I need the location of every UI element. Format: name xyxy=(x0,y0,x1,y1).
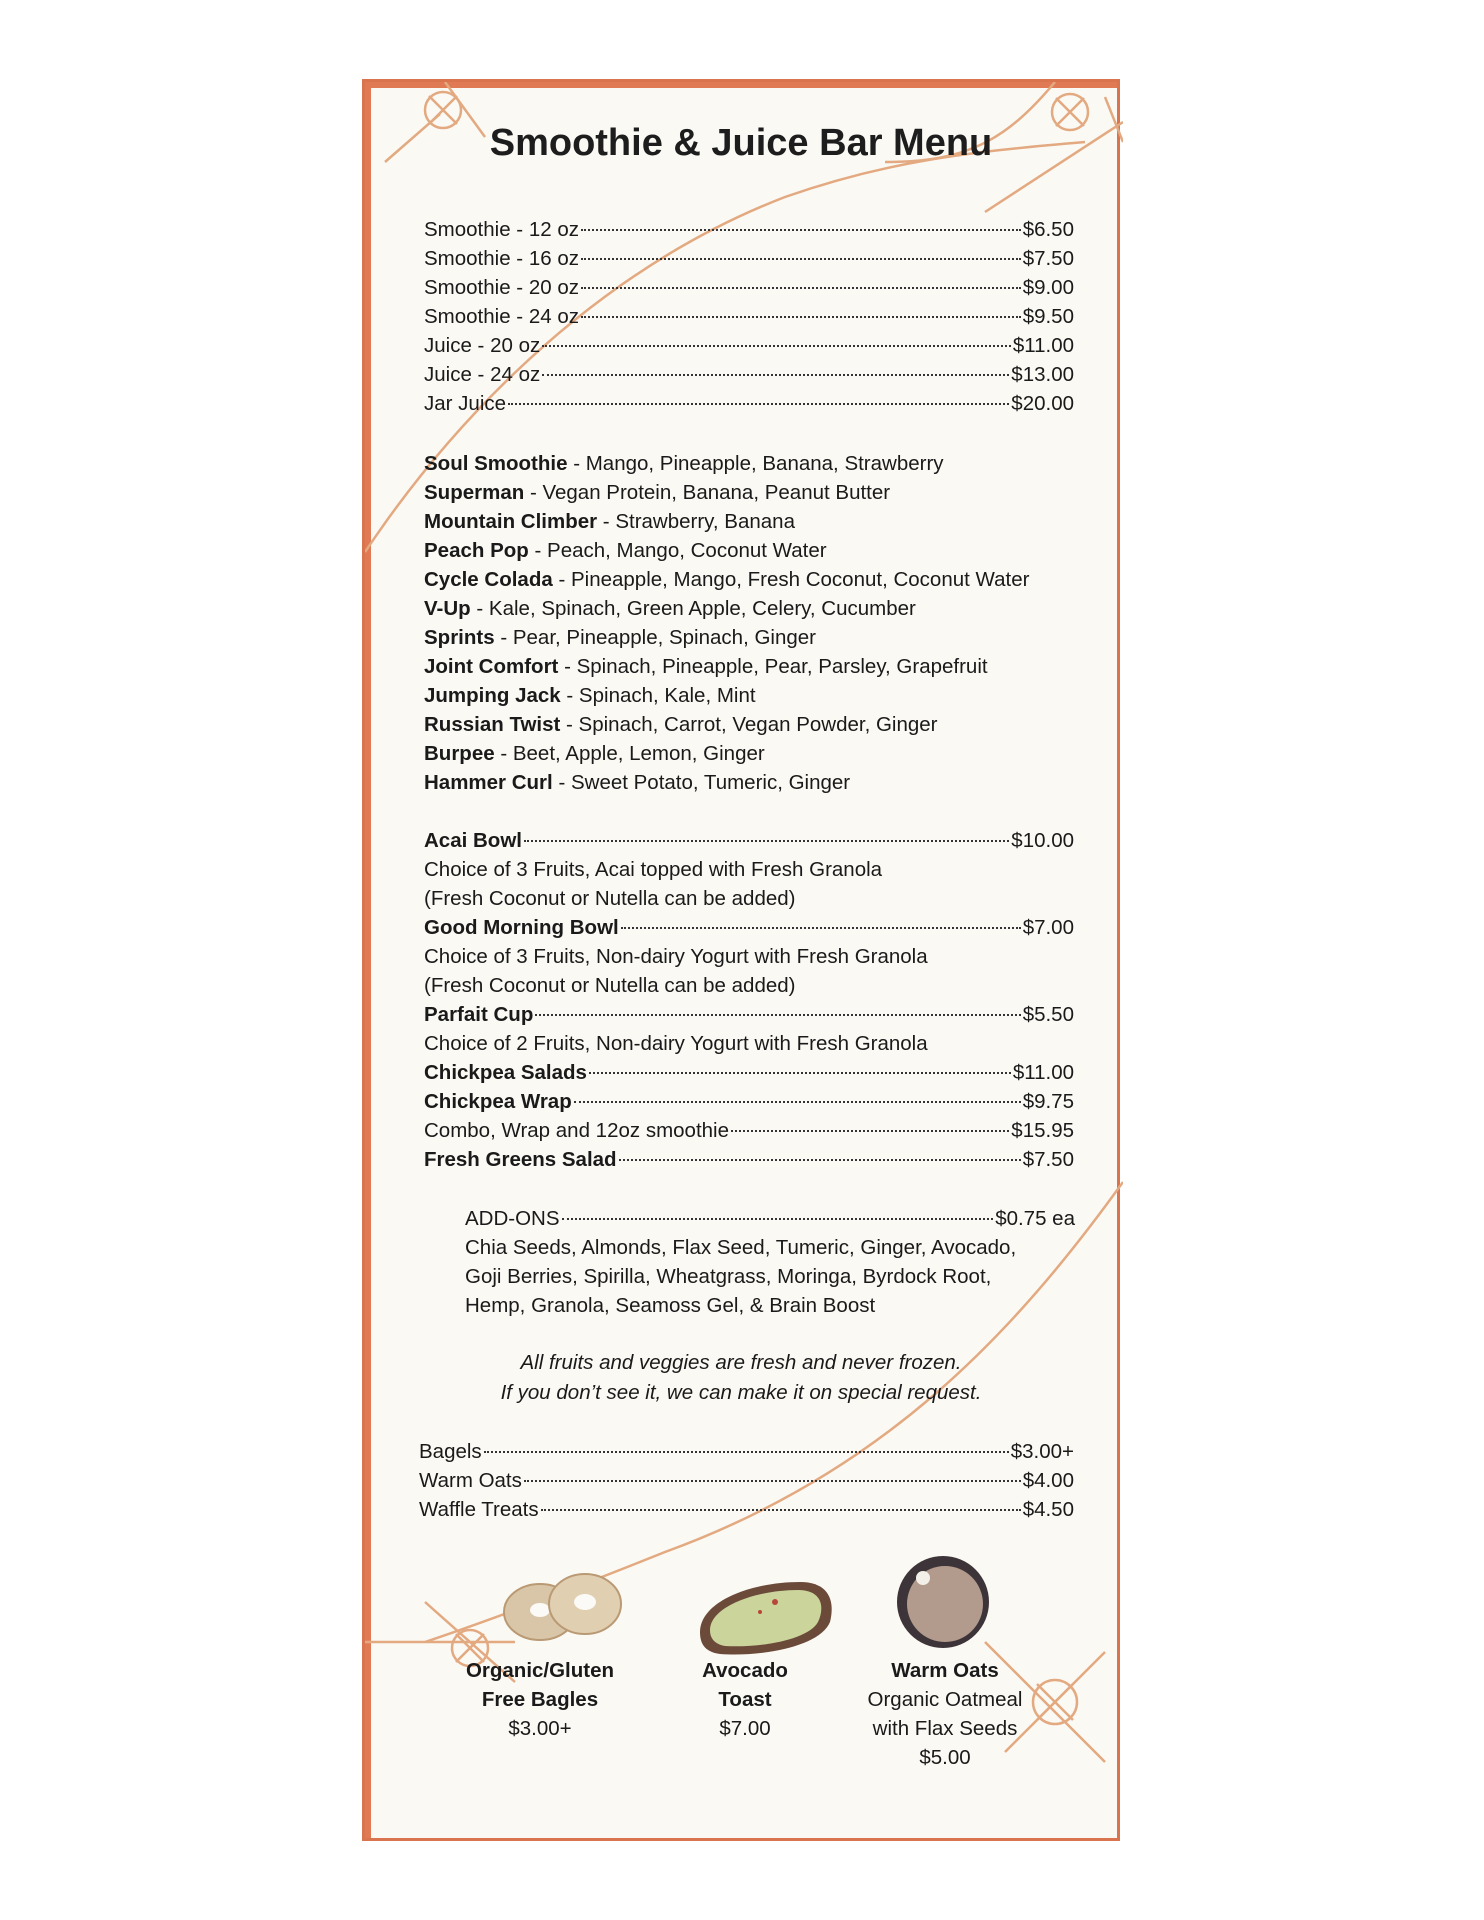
item-label: Juice - 24 oz xyxy=(424,363,541,386)
oats-desc-line1: Organic Oatmeal xyxy=(867,1688,1023,1711)
recipe-line xyxy=(424,565,1029,594)
item-label: Smoothie - 16 oz xyxy=(424,247,579,270)
item-label: Warm Oats xyxy=(419,1469,522,1492)
bagels-name-line1: Organic/Gluten xyxy=(465,1659,615,1682)
recipe-line xyxy=(424,681,756,710)
toast-name-line1: Avocado xyxy=(702,1659,788,1682)
menu-item-row xyxy=(424,331,1074,360)
item-description: Choice of 3 Fruits, Acai topped with Fresh Granola xyxy=(424,858,883,881)
item-label: Smoothie - 20 oz xyxy=(424,276,579,299)
dot-leader xyxy=(542,374,1009,376)
recipe-name: Soul Smoothie xyxy=(424,452,568,475)
dot-leader xyxy=(581,229,1021,231)
recipe-desc: - Vegan Protein, Banana, Peanut Butter xyxy=(524,481,891,504)
menu-item-row xyxy=(424,302,1074,331)
recipe-line xyxy=(424,478,890,507)
item-price: $9.75 xyxy=(1022,1090,1074,1113)
addons-list: Hemp, Granola, Seamoss Gel, & Brain Boost xyxy=(465,1294,876,1317)
recipe-line xyxy=(424,652,988,681)
recipe-name: Russian Twist xyxy=(424,713,561,736)
recipe-desc: - Strawberry, Banana xyxy=(597,510,795,533)
menu-item-row xyxy=(419,1437,1074,1466)
item-description: (Fresh Coconut or Nutella can be added) xyxy=(424,974,796,997)
recipe-line xyxy=(424,710,938,739)
item-description: Choice of 3 Fruits, Non-dairy Yogurt with Fresh Granola xyxy=(424,945,928,968)
item-price: $3.00+ xyxy=(1010,1440,1074,1463)
addons-label: ADD-ONS xyxy=(465,1207,560,1230)
dot-leader xyxy=(562,1218,994,1220)
addons-list: Chia Seeds, Almonds, Flax Seed, Tumeric, Ginger, Avocado, xyxy=(465,1236,1017,1259)
menu-item-row xyxy=(424,215,1074,244)
dot-leader xyxy=(574,1101,1021,1103)
recipe-line xyxy=(424,594,916,623)
recipe-name: Hammer Curl xyxy=(424,771,553,794)
dot-leader xyxy=(619,1159,1021,1161)
menu-item-row xyxy=(424,273,1074,302)
menu-item-row xyxy=(424,1000,1074,1029)
menu-item-row xyxy=(424,913,1074,942)
item-label: Fresh Greens Salad xyxy=(424,1148,617,1171)
bagels-name-line2: Free Bagles xyxy=(481,1688,599,1711)
oats-desc-line2: with Flax Seeds xyxy=(872,1717,1018,1740)
dot-leader xyxy=(581,287,1021,289)
bagels-price: $3.00+ xyxy=(508,1717,572,1740)
addons-row xyxy=(465,1204,1075,1233)
fresh-note: All fruits and veggies are fresh and never frozen. xyxy=(520,1351,962,1374)
item-price: $10.00 xyxy=(1011,829,1074,852)
menu-item-row xyxy=(419,1495,1074,1524)
featured-warm-oats xyxy=(845,1656,1045,1772)
oats-price: $5.00 xyxy=(919,1746,971,1769)
item-label: Combo, Wrap and 12oz smoothie xyxy=(424,1119,730,1142)
item-price: $9.50 xyxy=(1022,305,1074,328)
menu-item-row xyxy=(424,389,1074,418)
recipe-desc: - Spinach, Kale, Mint xyxy=(560,684,756,707)
recipe-name: Mountain Climber xyxy=(424,510,598,533)
recipe-name: Sprints xyxy=(424,626,495,649)
addons-price: $0.75 ea xyxy=(995,1207,1075,1230)
recipe-name: Superman xyxy=(424,481,525,504)
menu-item-row xyxy=(419,1466,1074,1495)
recipe-desc: - Pineapple, Mango, Fresh Coconut, Coconut Water xyxy=(552,568,1030,591)
menu-item-row xyxy=(424,1058,1074,1087)
item-price: $6.50 xyxy=(1022,218,1074,241)
dot-leader xyxy=(589,1072,1011,1074)
avocado-toast-image xyxy=(690,1572,840,1662)
item-label: Smoothie - 24 oz xyxy=(424,305,579,328)
item-label: Chickpea Wrap xyxy=(424,1090,572,1113)
item-price: $9.00 xyxy=(1022,276,1074,299)
recipe-name: Cycle Colada xyxy=(424,568,553,591)
item-price: $7.00 xyxy=(1022,916,1074,939)
recipe-name: Burpee xyxy=(424,742,495,765)
featured-avocado-toast xyxy=(675,1656,815,1743)
toast-name-line2: Toast xyxy=(718,1688,772,1711)
dot-leader xyxy=(581,258,1021,260)
item-label: Juice - 20 oz xyxy=(424,334,541,357)
item-price: $11.00 xyxy=(1012,334,1074,357)
dot-leader xyxy=(535,1014,1020,1016)
dot-leader xyxy=(621,927,1021,929)
menu-item-row xyxy=(424,244,1074,273)
menu-item-row xyxy=(424,1145,1074,1174)
recipe-desc: - Mango, Pineapple, Banana, Strawberry xyxy=(567,452,944,475)
item-label: Chickpea Salads xyxy=(424,1061,587,1084)
item-description: Choice of 2 Fruits, Non-dairy Yogurt with Fresh Granola xyxy=(424,1032,928,1055)
warm-oats-image xyxy=(893,1552,993,1652)
item-price: $7.50 xyxy=(1022,1148,1074,1171)
dot-leader xyxy=(524,1480,1021,1482)
featured-bagels xyxy=(435,1656,645,1743)
item-label: Acai Bowl xyxy=(424,829,522,852)
menu-card xyxy=(362,79,1120,1841)
dot-leader xyxy=(524,840,1009,842)
special-request-note: If you don’t see it, we can make it on special request. xyxy=(500,1381,982,1404)
addons-list: Goji Berries, Spirilla, Wheatgrass, Moringa, Byrdock Root, xyxy=(465,1265,992,1288)
dot-leader xyxy=(541,1509,1021,1511)
menu-item-row xyxy=(424,1087,1074,1116)
recipe-desc: - Kale, Spinach, Green Apple, Celery, Cucumber xyxy=(470,597,916,620)
item-price: $15.95 xyxy=(1011,1119,1074,1142)
item-label: Bagels xyxy=(419,1440,482,1463)
menu-title: Smoothie & Juice Bar Menu xyxy=(489,122,993,164)
oats-name: Warm Oats xyxy=(891,1659,999,1682)
recipe-line xyxy=(424,623,816,652)
item-label: Good Morning Bowl xyxy=(424,916,619,939)
recipe-line xyxy=(424,536,827,565)
recipe-desc: - Sweet Potato, Tumeric, Ginger xyxy=(552,771,851,794)
dot-leader xyxy=(731,1130,1009,1132)
recipe-line xyxy=(424,449,944,478)
item-label: Waffle Treats xyxy=(419,1498,539,1521)
menu-item-row xyxy=(424,826,1074,855)
dot-leader xyxy=(581,316,1021,318)
dot-leader xyxy=(542,345,1011,347)
dot-leader xyxy=(484,1451,1009,1453)
item-price: $13.00 xyxy=(1011,363,1074,386)
recipe-name: Jumping Jack xyxy=(424,684,561,707)
bagels-image xyxy=(490,1562,640,1657)
menu-item-row xyxy=(424,360,1074,389)
toast-price: $7.00 xyxy=(719,1717,771,1740)
item-label: Jar Juice xyxy=(424,392,507,415)
recipe-desc: - Spinach, Carrot, Vegan Powder, Ginger xyxy=(560,713,938,736)
recipe-name: V-Up xyxy=(424,597,471,620)
item-label: Parfait Cup xyxy=(424,1003,534,1026)
item-label: Smoothie - 12 oz xyxy=(424,218,579,241)
item-price: $20.00 xyxy=(1011,392,1074,415)
recipe-desc: - Pear, Pineapple, Spinach, Ginger xyxy=(494,626,816,649)
item-price: $5.50 xyxy=(1022,1003,1074,1026)
menu-item-row xyxy=(424,1116,1074,1145)
recipe-desc: - Beet, Apple, Lemon, Ginger xyxy=(494,742,765,765)
recipe-name: Joint Comfort xyxy=(424,655,559,678)
item-price: $7.50 xyxy=(1022,247,1074,270)
item-description: (Fresh Coconut or Nutella can be added) xyxy=(424,887,796,910)
recipe-line xyxy=(424,739,765,768)
recipe-line xyxy=(424,768,850,797)
item-price: $4.00 xyxy=(1022,1469,1074,1492)
recipe-line xyxy=(424,507,795,536)
recipe-desc: - Peach, Mango, Coconut Water xyxy=(528,539,827,562)
recipe-desc: - Spinach, Pineapple, Pear, Parsley, Grapefruit xyxy=(558,655,988,678)
recipe-name: Peach Pop xyxy=(424,539,529,562)
item-price: $4.50 xyxy=(1022,1498,1074,1521)
dot-leader xyxy=(508,403,1009,405)
item-price: $11.00 xyxy=(1012,1061,1074,1084)
